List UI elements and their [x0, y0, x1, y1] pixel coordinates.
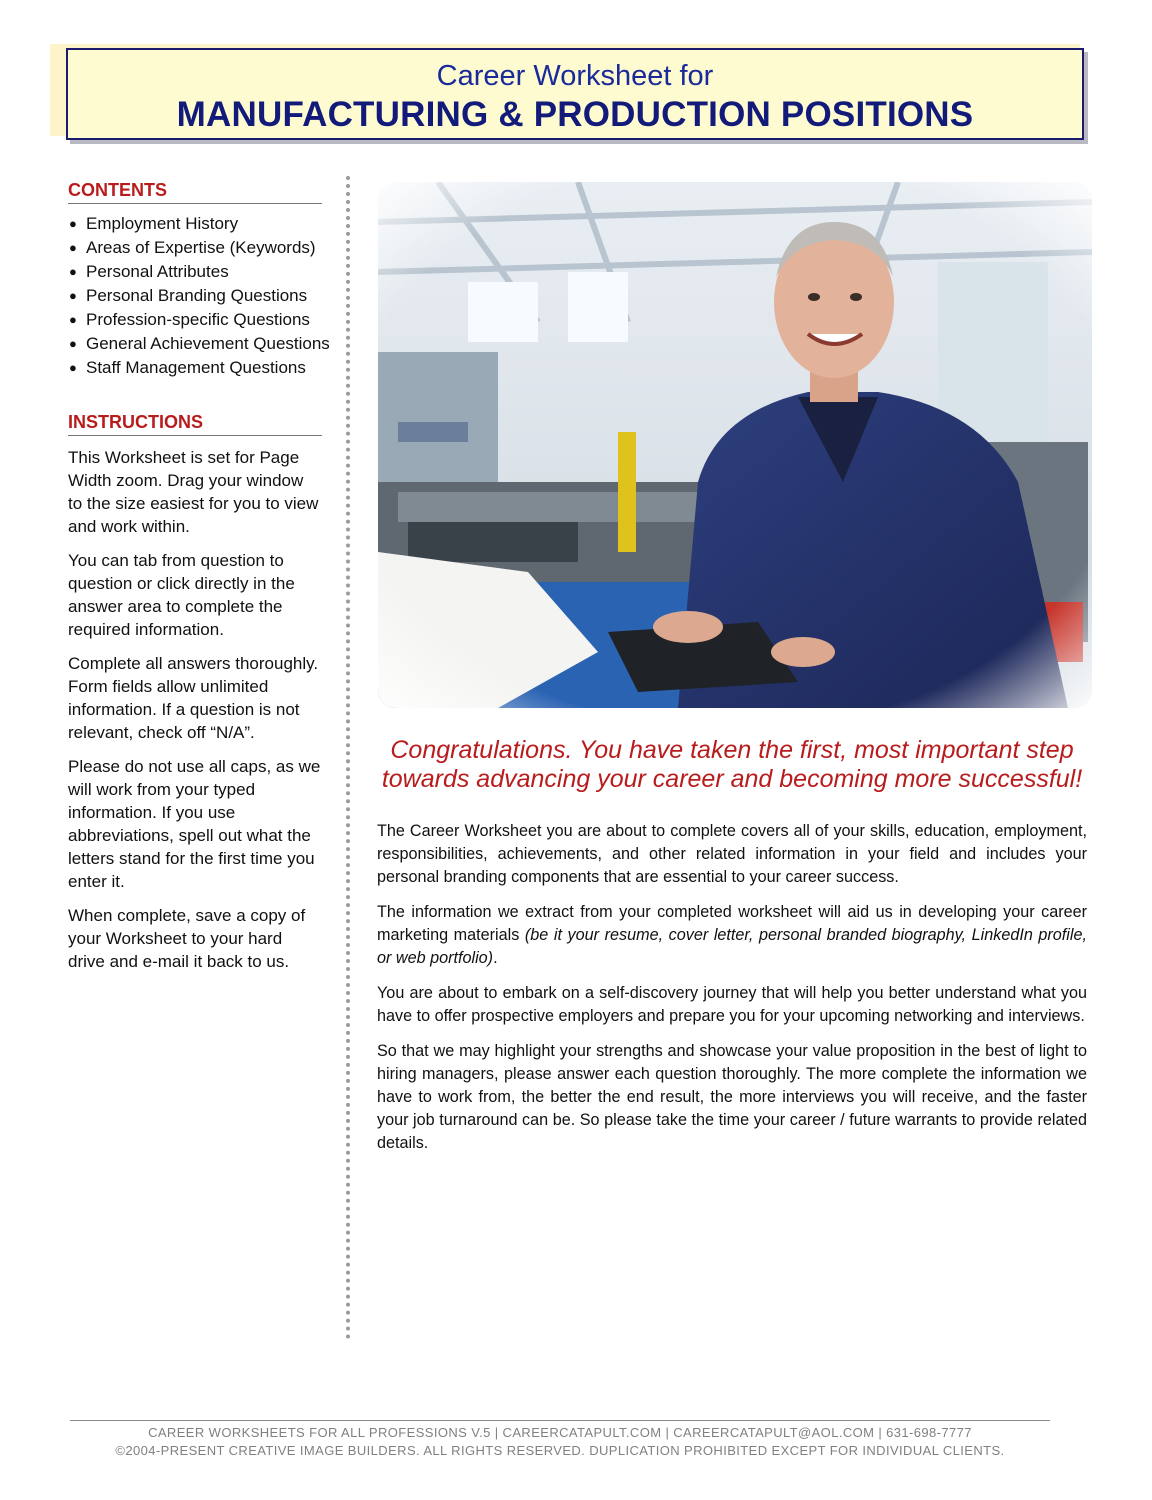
intro-paragraph — [377, 901, 1087, 970]
instruction-paragraph: When complete, save a copy of your Worksheet to your hard drive and e-mail it back to us. — [68, 906, 306, 971]
contents-item[interactable] — [68, 284, 322, 308]
intro-paragraph: You are about to embark on a self-discovery journey that will help you better understand what you have to offer prospective employers and prepare you for your upcoming networking and interviews. — [377, 984, 1087, 1025]
header-box — [66, 48, 1084, 140]
contents-item[interactable] — [68, 308, 322, 332]
contents-item[interactable] — [68, 332, 330, 356]
congratulations-text: Congratulations. You have taken the first, most important step towards advancing your career and becoming more successful! — [381, 736, 1083, 793]
bullet-icon: ● — [69, 264, 77, 279]
footer-line-copyright: ©2004-PRESENT CREATIVE IMAGE BUILDERS. ALL RIGHTS RESERVED. DUPLICATION PROHIBITED EXCEPT FOR INDIVIDUAL CLIENTS. — [115, 1443, 1005, 1458]
contents-list — [68, 212, 330, 380]
footer — [70, 1420, 1050, 1460]
instruction-paragraph: This Worksheet is set for Page Width zoom. Drag your window to the size easiest for you to view and work within. — [68, 448, 319, 536]
intro-paragraph: The Career Worksheet you are about to complete covers all of your skills, education, employment, responsibilities, achievements, and other related information in your field and includes your personal branding components that are essential to your career success. — [377, 822, 1087, 886]
bullet-icon: ● — [69, 360, 77, 375]
header-subtitle: Career Worksheet for — [436, 60, 714, 92]
bullet-icon: ● — [69, 288, 77, 303]
contents-item[interactable] — [68, 260, 322, 284]
instruction-paragraph: You can tab from question to question or click directly in the answer area to complete the required information. — [68, 551, 295, 639]
bullet-icon: ● — [69, 312, 77, 327]
worker-photo — [378, 182, 1092, 708]
contents-item-label: Areas of Expertise (Keywords) — [86, 238, 316, 257]
instructions — [68, 446, 322, 973]
column-divider — [346, 176, 350, 1340]
intro-italic-text: (be it your resume, cover letter, personal branded biography, LinkedIn profile, or web portfolio) — [377, 926, 1087, 967]
intro-text: . — [493, 949, 498, 967]
contents-item[interactable] — [68, 356, 322, 380]
contents-item[interactable] — [68, 212, 322, 236]
bullet-icon: ● — [69, 240, 77, 255]
page-title: MANUFACTURING & PRODUCTION POSITIONS — [176, 95, 974, 134]
intro-text: The information we extract from your completed worksheet will aid us in developing your career marketing materials — [377, 903, 1087, 944]
contents-item-label: Profession-specific Questions — [86, 310, 310, 329]
bullet-icon: ● — [69, 336, 77, 351]
instruction-paragraph: Please do not use all caps, as we will work from your typed information. If you use abbreviations, spell out what the letters stand for the first time you enter it. — [68, 757, 321, 891]
instruction-paragraph: Complete all answers thoroughly. Form fields allow unlimited information. If a question is not relevant, check off “N/A”. — [68, 654, 319, 742]
contents-item-label: Employment History — [86, 214, 239, 233]
contents-item[interactable] — [68, 236, 322, 260]
contents-heading: CONTENTS — [68, 180, 322, 204]
contents-item-label: Personal Attributes — [86, 262, 229, 281]
sidebar — [68, 180, 330, 984]
footer-line-contact: CAREER WORKSHEETS FOR ALL PROFESSIONS V.5 | CAREERCATAPULT.COM | CAREERCATAPULT@AOL.COM | 631-698-7777 — [148, 1425, 972, 1440]
intro-paragraph: So that we may highlight your strengths and showcase your value proposition in the best of light to hiring managers, please answer each question thoroughly. The more complete the information we have to work from, the better the end result, the more interviews you will receive, and the faster your job turnaround can be. So please take the time your career / future warrants to provide related details. — [377, 1042, 1087, 1152]
intro-body — [377, 820, 1087, 1167]
contents-item-label: Personal Branding Questions — [86, 286, 308, 305]
bullet-icon: ● — [69, 216, 77, 231]
contents-item-label: Staff Management Questions — [86, 358, 306, 377]
header-banner — [50, 44, 1090, 144]
contents-item-label: General Achievement Questions — [86, 334, 330, 353]
instructions-heading: INSTRUCTIONS — [68, 412, 322, 436]
